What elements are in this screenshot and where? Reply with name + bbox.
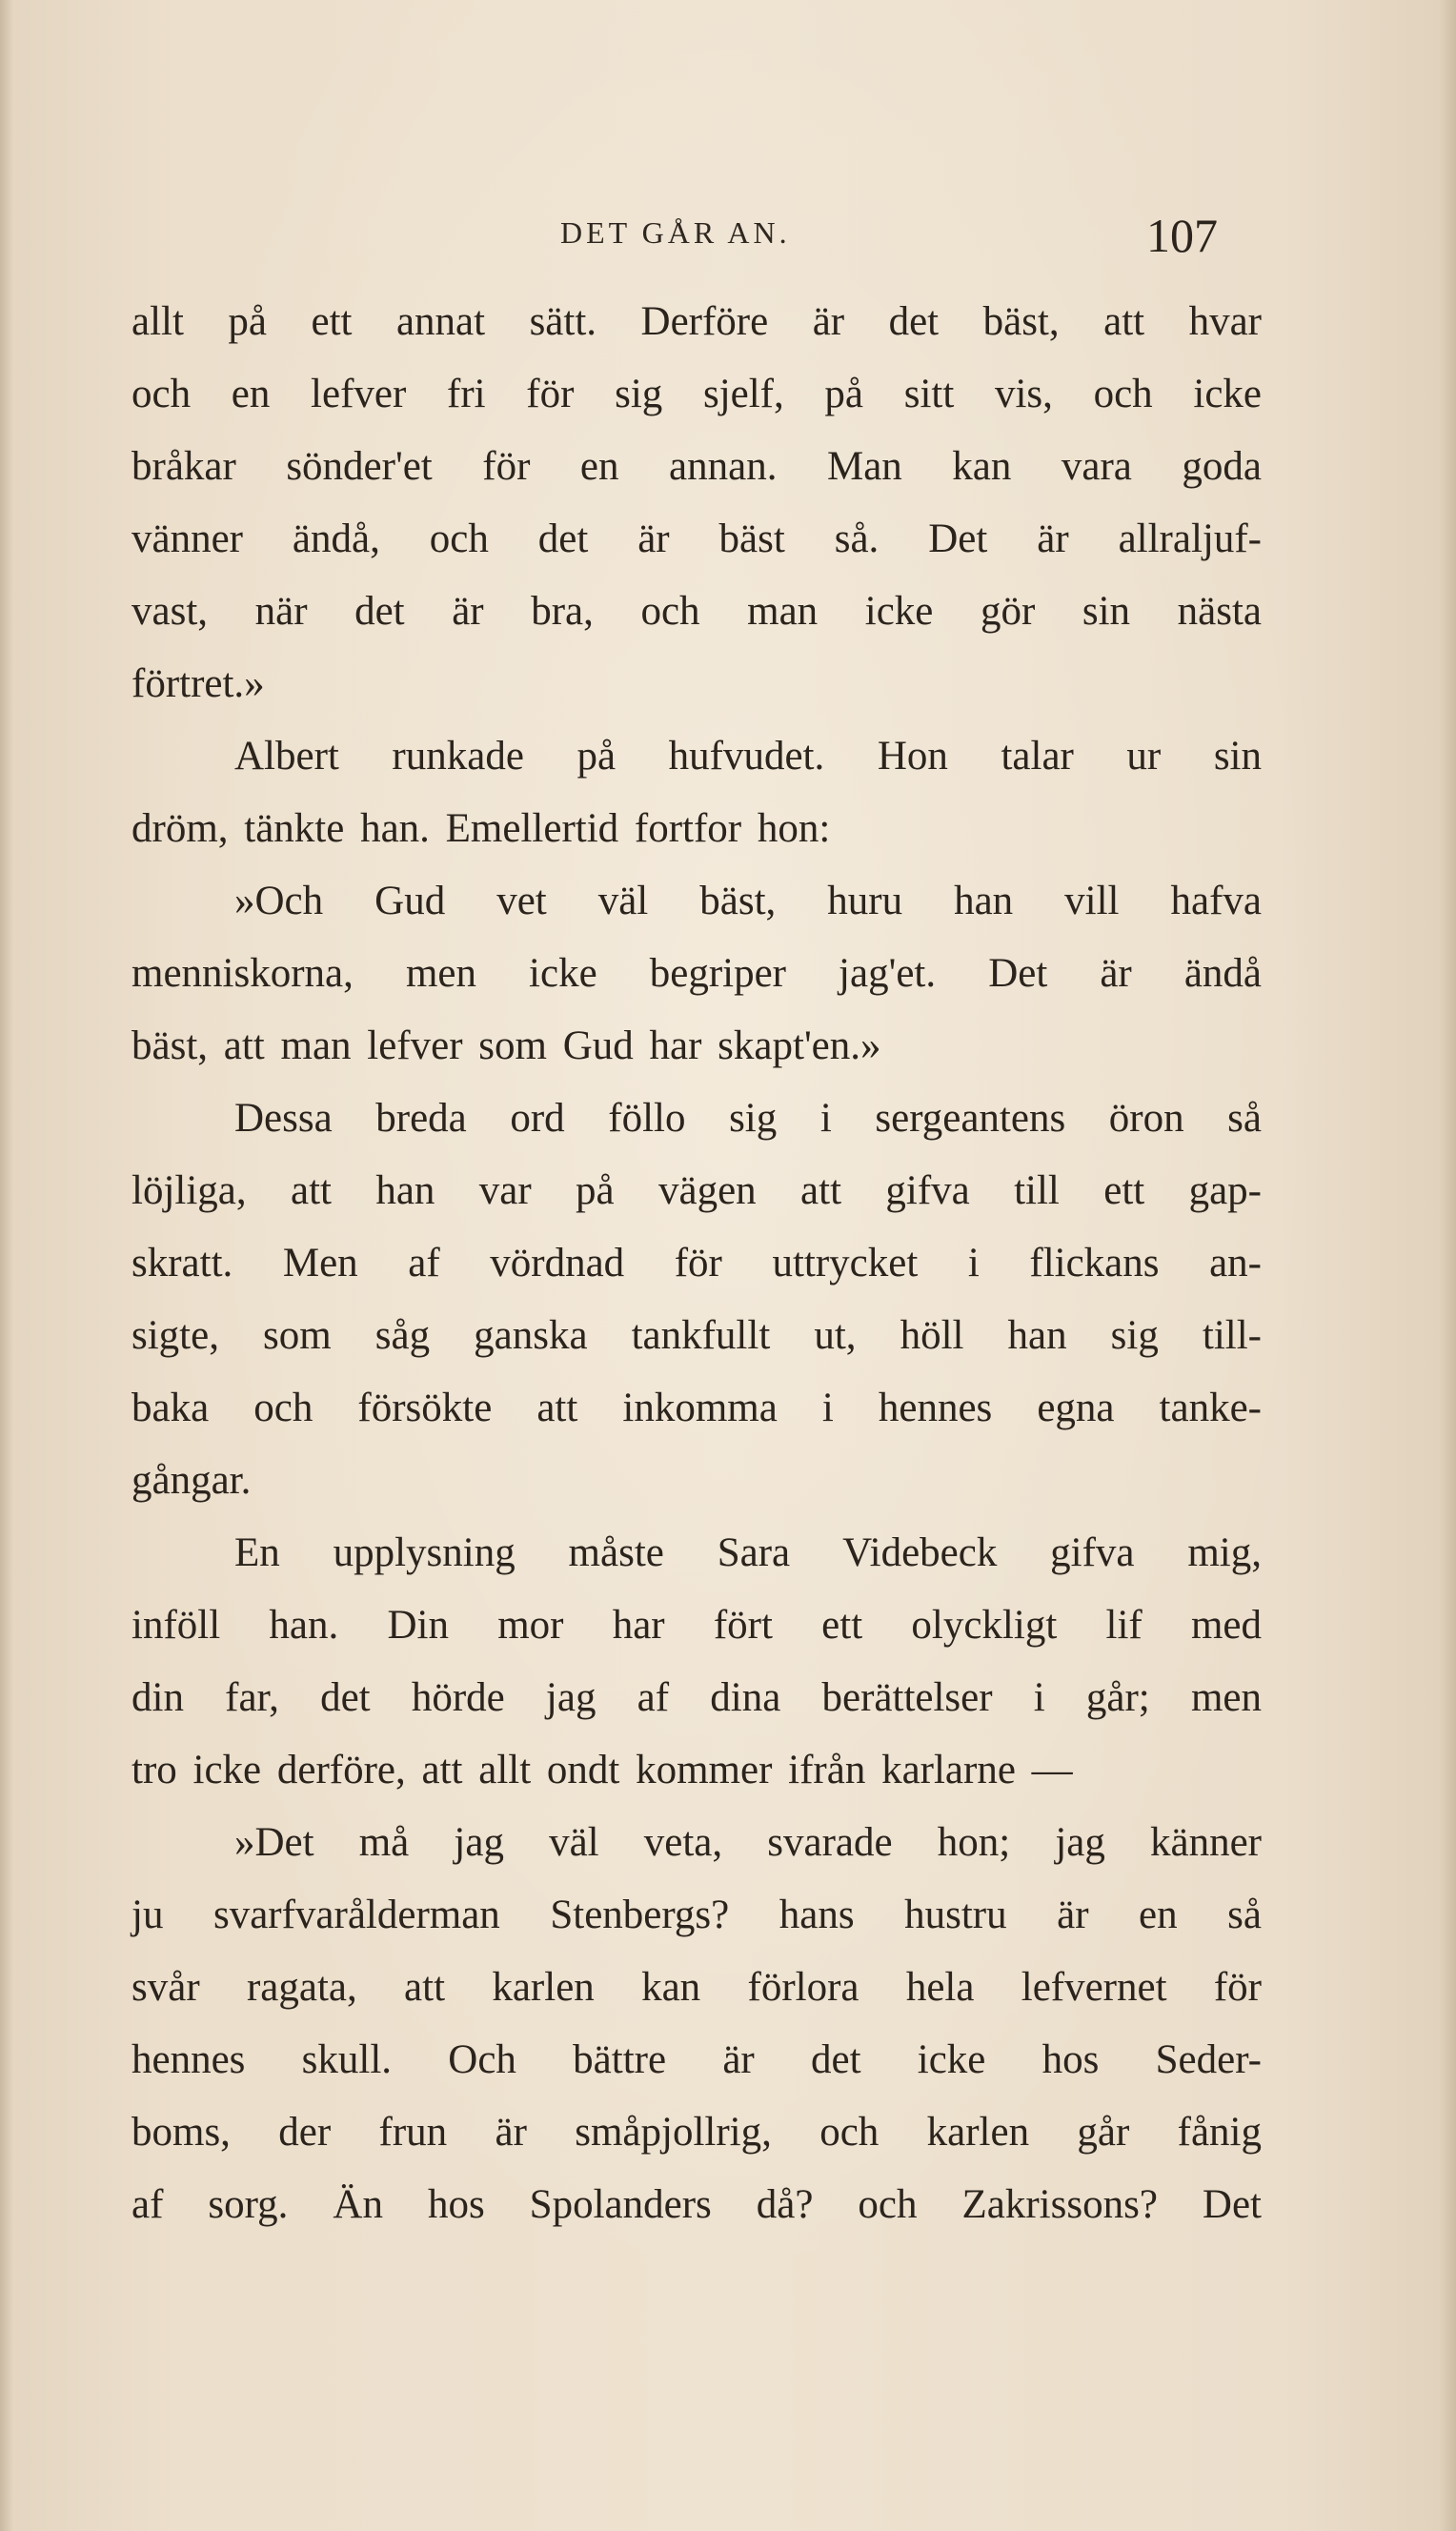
text-line: menniskorna, men icke begriper jag'et. Det är ändå bbox=[131, 951, 1262, 996]
text-line: »Och Gud vet väl bäst, huru han vill hafva bbox=[234, 879, 1262, 923]
text-line: inföll han. Din mor har fört ett olyckligt lif med bbox=[131, 1603, 1262, 1648]
text-line: bäst, att man lefver som Gud har skapt'en.» bbox=[131, 1023, 881, 1068]
page-edge-shadow bbox=[1439, 0, 1456, 2531]
text-line: gångar. bbox=[131, 1458, 252, 1503]
text-line: vast, när det är bra, och man icke gör sin nästa bbox=[131, 589, 1262, 634]
text-line: boms, der frun är småpjollrig, och karlen går fånig bbox=[131, 2110, 1262, 2155]
text-line: allt på ett annat sätt. Derföre är det bäst, att hvar bbox=[131, 299, 1262, 344]
page-header bbox=[131, 208, 1218, 274]
text-line: dröm, tänkte han. Emellertid fortfor hon: bbox=[131, 806, 831, 851]
text-line: bråkar sönder'et för en annan. Man kan vara goda bbox=[131, 444, 1262, 489]
text-line: löjliga, att han var på vägen att gifva till ett gap- bbox=[131, 1168, 1262, 1213]
running-head: DET GÅR AN. bbox=[560, 215, 791, 250]
text-line: förtret.» bbox=[131, 661, 265, 706]
text-line: svår ragata, att karlen kan förlora hela lefvernet för bbox=[131, 1965, 1262, 2010]
text-line: Albert runkade på hufvudet. Hon talar ur sin bbox=[234, 734, 1262, 779]
text-line: och en lefver fri för sig sjelf, på sitt vis, och icke bbox=[131, 372, 1262, 416]
body-text bbox=[131, 286, 1262, 2241]
text-line: sigte, som såg ganska tankfullt ut, höll han sig till- bbox=[131, 1313, 1262, 1358]
text-line: tro icke derföre, att allt ondt kommer ifrån karlarne — bbox=[131, 1748, 1073, 1792]
text-line: vänner ändå, och det är bäst så. Det är allraljuf- bbox=[131, 516, 1262, 561]
text-line: hennes skull. Och bättre är det icke hos Seder- bbox=[131, 2037, 1262, 2082]
text-line: »Det må jag väl veta, svarade hon; jag känner bbox=[234, 1820, 1262, 1865]
text-line: af sorg. Än hos Spolanders då? och Zakrissons? Det bbox=[131, 2182, 1262, 2227]
text-line: baka och försökte att inkomma i hennes egna tanke- bbox=[131, 1386, 1262, 1430]
page-number: 107 bbox=[1146, 209, 1218, 262]
text-line: skratt. Men af vördnad för uttrycket i flickans an- bbox=[131, 1241, 1262, 1286]
page-gutter-shadow bbox=[0, 0, 13, 2531]
text-line: En upplysning måste Sara Videbeck gifva mig, bbox=[234, 1530, 1262, 1575]
text-line: Dessa breda ord föllo sig i sergeantens öron så bbox=[234, 1096, 1262, 1141]
text-line: ju svarfvarålderman Stenbergs? hans hustru är en så bbox=[131, 1893, 1262, 1937]
text-line: din far, det hörde jag af dina berättelser i går; men bbox=[131, 1675, 1262, 1720]
